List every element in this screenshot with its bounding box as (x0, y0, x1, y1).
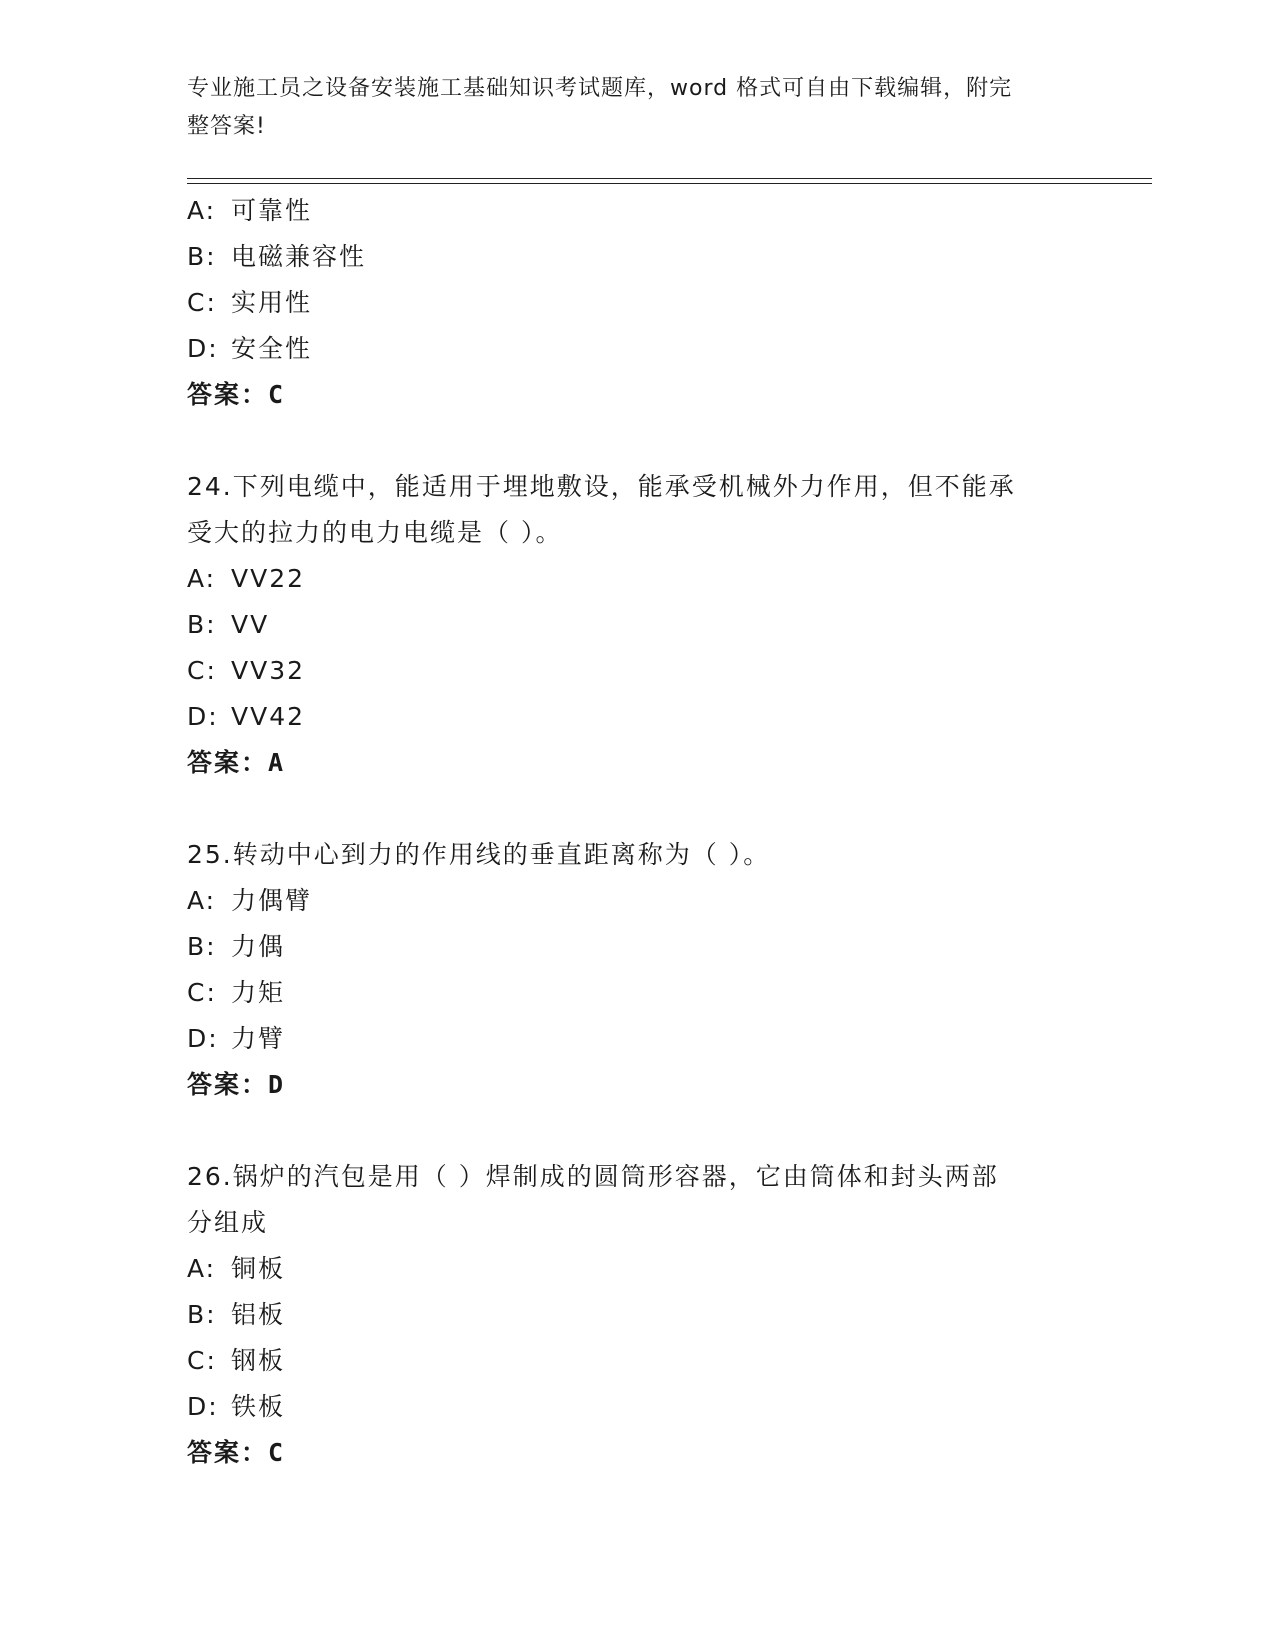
stem-line-2: 受大的拉力的电力电缆是（ ）。 (187, 518, 563, 547)
option-c (187, 1338, 1087, 1384)
document-header (187, 70, 1067, 146)
answer (187, 1430, 1087, 1476)
option-text: 力偶臂 (231, 886, 313, 915)
option-text: 安全性 (231, 334, 313, 363)
option-text: 钢板 (231, 1346, 286, 1375)
option-text: 电磁兼容性 (231, 242, 367, 271)
option-d (187, 1016, 1087, 1062)
stem-line-1: 26.锅炉的汽包是用（ ）焊制成的圆筒形容器，它由筒体和封头两部 (187, 1162, 999, 1191)
answer-value: C (268, 1438, 286, 1467)
option-text: 可靠性 (231, 196, 313, 225)
spacer (187, 1108, 1087, 1154)
option-b (187, 234, 1087, 280)
option-a (187, 1246, 1087, 1292)
question-23 (187, 188, 1087, 418)
option-label: A: (187, 886, 217, 915)
answer-label: 答案： (187, 1070, 269, 1099)
option-text: 实用性 (231, 288, 313, 317)
option-text: 铝板 (231, 1300, 286, 1329)
option-a (187, 878, 1087, 924)
question-24 (187, 464, 1087, 786)
option-c (187, 648, 1087, 694)
option-text: VV42 (231, 702, 306, 731)
option-text: VV (231, 610, 270, 639)
option-text: 力偶 (231, 932, 286, 961)
option-label: D: (187, 702, 219, 731)
spacer (187, 418, 1087, 464)
stem-line-1: 25.转动中心到力的作用线的垂直距离称为（ ）。 (187, 840, 771, 869)
option-text: VV22 (231, 564, 306, 593)
option-label: D: (187, 334, 219, 363)
option-a (187, 188, 1087, 234)
option-text: 力臂 (231, 1024, 286, 1053)
question-list (187, 188, 1087, 1476)
answer-value: D (268, 1070, 286, 1099)
option-label: A: (187, 1254, 217, 1283)
option-label: A: (187, 564, 217, 593)
answer-value: A (268, 748, 286, 777)
option-b (187, 602, 1087, 648)
option-label: B: (187, 610, 217, 639)
stem-line-2: 分组成 (187, 1208, 269, 1237)
question-stem (187, 832, 1067, 878)
header-divider-bottom (187, 183, 1152, 184)
question-25 (187, 832, 1087, 1108)
question-stem (187, 464, 1067, 556)
option-label: D: (187, 1024, 219, 1053)
option-a (187, 556, 1087, 602)
option-text: 铜板 (231, 1254, 286, 1283)
option-b (187, 924, 1087, 970)
option-label: B: (187, 242, 217, 271)
option-text: VV32 (231, 656, 306, 685)
answer-label: 答案： (187, 748, 269, 777)
question-26 (187, 1154, 1087, 1476)
option-label: A: (187, 196, 217, 225)
header-line-2: 整答案! (187, 114, 266, 139)
stem-line-1: 24.下列电缆中，能适用于埋地敷设，能承受机械外力作用，但不能承 (187, 472, 1016, 501)
option-label: D: (187, 1392, 219, 1421)
answer (187, 1062, 1087, 1108)
answer-label: 答案： (187, 380, 269, 409)
question-stem (187, 1154, 1067, 1246)
option-text: 力矩 (231, 978, 286, 1007)
header-divider-top (187, 178, 1152, 179)
option-label: B: (187, 932, 217, 961)
option-label: C: (187, 288, 217, 317)
option-c (187, 970, 1087, 1016)
spacer (187, 786, 1087, 832)
option-d (187, 694, 1087, 740)
answer-value: C (268, 380, 286, 409)
answer (187, 372, 1087, 418)
header-line-1: 专业施工员之设备安装施工基础知识考试题库，word 格式可自由下载编辑，附完 (187, 76, 1013, 101)
option-label: C: (187, 1346, 217, 1375)
option-label: C: (187, 978, 217, 1007)
option-label: B: (187, 1300, 217, 1329)
option-b (187, 1292, 1087, 1338)
option-d (187, 1384, 1087, 1430)
option-c (187, 280, 1087, 326)
answer-label: 答案： (187, 1438, 269, 1467)
option-d (187, 326, 1087, 372)
option-text: 铁板 (231, 1392, 286, 1421)
option-label: C: (187, 656, 217, 685)
answer (187, 740, 1087, 786)
